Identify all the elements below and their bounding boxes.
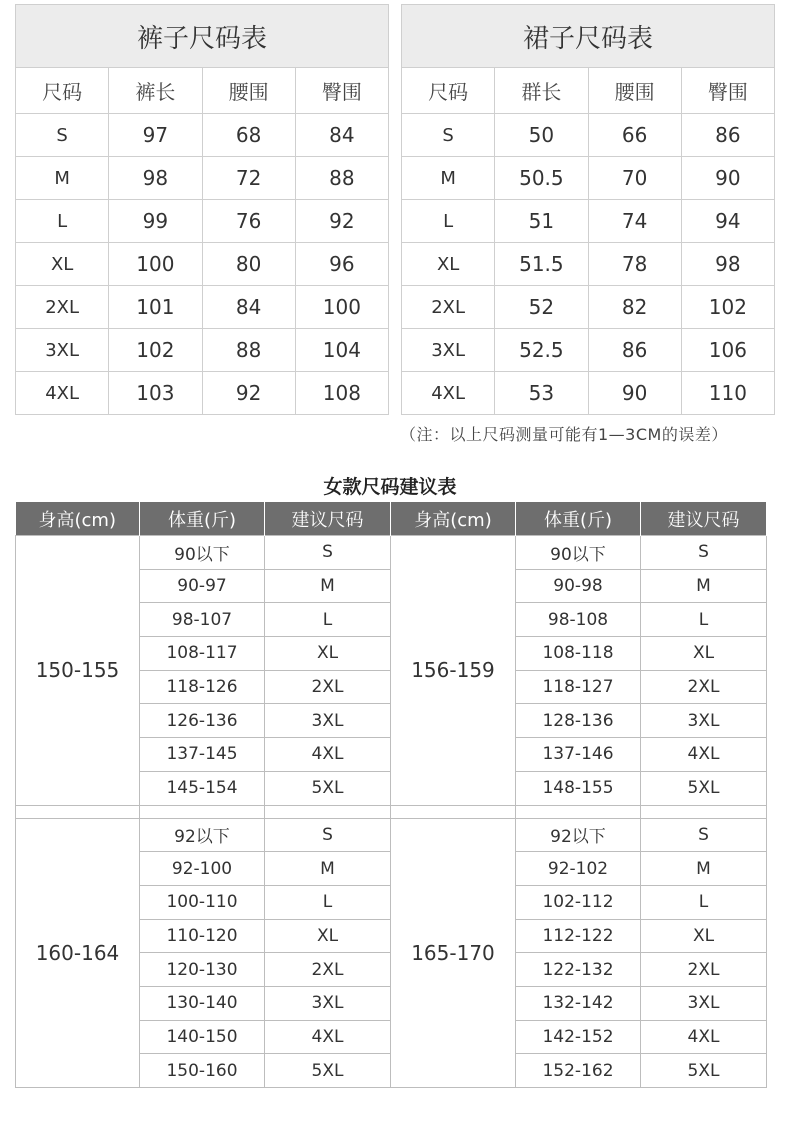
suggested-size-cell: 3XL — [641, 986, 767, 1020]
pants-table-header-row — [16, 68, 389, 114]
weight-range-cell: 128-136 — [516, 704, 641, 738]
size-cell: XL — [402, 243, 495, 286]
waist-cell: 90 — [588, 372, 681, 415]
suggested-size-cell: 2XL — [265, 670, 391, 704]
suggested-size-cell: L — [641, 603, 767, 637]
suggested-size-cell: L — [265, 603, 391, 637]
hip-cell: 96 — [295, 243, 388, 286]
table-row — [402, 243, 775, 286]
table-row — [16, 372, 389, 415]
pants-header-hip: 臀围 — [295, 68, 388, 114]
waist-cell: 76 — [202, 200, 295, 243]
table-row — [402, 329, 775, 372]
weight-range-cell: 90-98 — [516, 569, 641, 603]
weight-range-cell: 148-155 — [516, 771, 641, 805]
skirt-table-header-row — [402, 68, 775, 114]
length-cell: 52.5 — [495, 329, 588, 372]
hip-cell: 88 — [295, 157, 388, 200]
table-row — [16, 243, 389, 286]
length-cell: 102 — [109, 329, 202, 372]
table-row — [16, 329, 389, 372]
weight-range-cell: 112-122 — [516, 919, 641, 953]
suggested-size-cell: 5XL — [265, 771, 391, 805]
suggested-size-cell: XL — [641, 919, 767, 953]
height-range-left: 150-155 — [16, 536, 140, 806]
suggested-size-cell: 2XL — [265, 953, 391, 987]
suggested-size-cell: 2XL — [641, 953, 767, 987]
weight-range-cell: 100-110 — [140, 885, 265, 919]
suggested-size-cell: L — [641, 885, 767, 919]
size-cell: 4XL — [402, 372, 495, 415]
suggested-size-cell: S — [641, 536, 767, 570]
height-range-right: 165-170 — [391, 818, 516, 1088]
weight-range-cell: 90-97 — [140, 569, 265, 603]
weight-range-cell: 92-100 — [140, 852, 265, 886]
weight-range-cell: 98-107 — [140, 603, 265, 637]
header-size-right: 建议尺码 — [641, 502, 767, 536]
weight-range-cell: 142-152 — [516, 1020, 641, 1054]
weight-range-cell: 145-154 — [140, 771, 265, 805]
size-cell: L — [16, 200, 109, 243]
pants-table-title: 裤子尺码表 — [16, 5, 389, 68]
weight-range-cell: 108-117 — [140, 637, 265, 671]
hip-cell: 98 — [681, 243, 774, 286]
length-cell: 50.5 — [495, 157, 588, 200]
waist-cell: 74 — [588, 200, 681, 243]
size-cell: XL — [16, 243, 109, 286]
suggested-size-cell: XL — [641, 637, 767, 671]
measurement-note: （注：以上尺码测量可能有1—3CM的误差） — [400, 425, 728, 444]
waist-cell: 82 — [588, 286, 681, 329]
hip-cell: 100 — [295, 286, 388, 329]
hip-cell: 106 — [681, 329, 774, 372]
suggested-size-cell: 5XL — [641, 1054, 767, 1088]
weight-range-cell: 98-108 — [516, 603, 641, 637]
length-cell: 100 — [109, 243, 202, 286]
length-cell: 101 — [109, 286, 202, 329]
length-cell: 52 — [495, 286, 588, 329]
waist-cell: 92 — [202, 372, 295, 415]
suggested-size-cell: 2XL — [641, 670, 767, 704]
weight-range-cell: 126-136 — [140, 704, 265, 738]
skirt-size-table — [401, 4, 775, 415]
table-row — [402, 157, 775, 200]
hip-cell: 104 — [295, 329, 388, 372]
header-weight-left: 体重(斤) — [140, 502, 265, 536]
size-cell: 3XL — [16, 329, 109, 372]
hip-cell: 94 — [681, 200, 774, 243]
length-cell: 103 — [109, 372, 202, 415]
skirt-header-hip: 臀围 — [681, 68, 774, 114]
separator-cell — [516, 805, 641, 818]
suggested-size-cell: S — [265, 536, 391, 570]
hip-cell: 86 — [681, 114, 774, 157]
suggested-size-cell: M — [641, 569, 767, 603]
separator-cell — [265, 805, 391, 818]
suggested-size-cell: XL — [265, 919, 391, 953]
block-separator — [16, 805, 767, 818]
suggested-size-cell: M — [641, 852, 767, 886]
suggested-size-cell: 4XL — [641, 738, 767, 772]
suggested-size-cell: S — [641, 818, 767, 852]
length-cell: 51.5 — [495, 243, 588, 286]
separator-cell — [16, 805, 140, 818]
table-row — [402, 286, 775, 329]
suggested-size-cell: 4XL — [641, 1020, 767, 1054]
hip-cell: 90 — [681, 157, 774, 200]
pants-header-waist: 腰围 — [202, 68, 295, 114]
suggested-size-cell: 3XL — [265, 986, 391, 1020]
size-cell: 3XL — [402, 329, 495, 372]
length-cell: 97 — [109, 114, 202, 157]
weight-range-cell: 137-145 — [140, 738, 265, 772]
pants-header-size: 尺码 — [16, 68, 109, 114]
waist-cell: 84 — [202, 286, 295, 329]
weight-range-cell: 118-127 — [516, 670, 641, 704]
waist-cell: 86 — [588, 329, 681, 372]
suggested-size-cell: 5XL — [641, 771, 767, 805]
weight-range-cell: 90以下 — [516, 536, 641, 570]
weight-range-cell: 108-118 — [516, 637, 641, 671]
hip-cell: 102 — [681, 286, 774, 329]
separator-cell — [140, 805, 265, 818]
weight-range-cell: 92以下 — [140, 818, 265, 852]
hip-cell: 84 — [295, 114, 388, 157]
header-weight-right: 体重(斤) — [516, 502, 641, 536]
pants-header-length: 裤长 — [109, 68, 202, 114]
length-cell: 51 — [495, 200, 588, 243]
size-cell: 2XL — [16, 286, 109, 329]
hip-cell: 110 — [681, 372, 774, 415]
suggested-size-cell: L — [265, 885, 391, 919]
weight-range-cell: 90以下 — [140, 536, 265, 570]
table-row — [16, 536, 767, 570]
waist-cell: 66 — [588, 114, 681, 157]
suggested-size-cell: M — [265, 569, 391, 603]
pants-size-table — [15, 4, 389, 415]
weight-range-cell: 122-132 — [516, 953, 641, 987]
weight-range-cell: 92-102 — [516, 852, 641, 886]
suggested-size-cell: 5XL — [265, 1054, 391, 1088]
suggested-size-cell: 3XL — [265, 704, 391, 738]
table-row — [16, 157, 389, 200]
weight-range-cell: 120-130 — [140, 953, 265, 987]
table-row — [16, 114, 389, 157]
weight-range-cell: 140-150 — [140, 1020, 265, 1054]
hip-cell: 92 — [295, 200, 388, 243]
suggested-size-cell: M — [265, 852, 391, 886]
length-cell: 53 — [495, 372, 588, 415]
recommendation-title: 女款尺码建议表 — [323, 476, 457, 498]
suggested-size-cell: 4XL — [265, 1020, 391, 1054]
weight-range-cell: 130-140 — [140, 986, 265, 1020]
table-row — [402, 114, 775, 157]
table-row — [402, 200, 775, 243]
weight-range-cell: 132-142 — [516, 986, 641, 1020]
length-cell: 50 — [495, 114, 588, 157]
suggested-size-cell: 3XL — [641, 704, 767, 738]
waist-cell: 78 — [588, 243, 681, 286]
size-cell: L — [402, 200, 495, 243]
weight-range-cell: 110-120 — [140, 919, 265, 953]
skirt-header-size: 尺码 — [402, 68, 495, 114]
table-row — [402, 372, 775, 415]
separator-cell — [391, 805, 516, 818]
suggested-size-cell: 4XL — [265, 738, 391, 772]
waist-cell: 80 — [202, 243, 295, 286]
height-range-left: 160-164 — [16, 818, 140, 1088]
suggested-size-cell: S — [265, 818, 391, 852]
weight-range-cell: 150-160 — [140, 1054, 265, 1088]
table-row — [16, 286, 389, 329]
recommendation-table — [15, 502, 767, 1088]
size-cell: 2XL — [402, 286, 495, 329]
recommendation-header-row — [16, 502, 767, 536]
length-cell: 98 — [109, 157, 202, 200]
height-range-right: 156-159 — [391, 536, 516, 806]
waist-cell: 70 — [588, 157, 681, 200]
table-row — [16, 818, 767, 852]
size-cell: 4XL — [16, 372, 109, 415]
skirt-header-length: 群长 — [495, 68, 588, 114]
size-cell: S — [402, 114, 495, 157]
hip-cell: 108 — [295, 372, 388, 415]
header-height-left: 身高(cm) — [16, 502, 140, 536]
waist-cell: 68 — [202, 114, 295, 157]
header-height-right: 身高(cm) — [391, 502, 516, 536]
size-cell: S — [16, 114, 109, 157]
skirt-table-title: 裙子尺码表 — [402, 5, 775, 68]
waist-cell: 88 — [202, 329, 295, 372]
header-size-left: 建议尺码 — [265, 502, 391, 536]
weight-range-cell: 102-112 — [516, 885, 641, 919]
weight-range-cell: 118-126 — [140, 670, 265, 704]
suggested-size-cell: XL — [265, 637, 391, 671]
weight-range-cell: 92以下 — [516, 818, 641, 852]
weight-range-cell: 152-162 — [516, 1054, 641, 1088]
length-cell: 99 — [109, 200, 202, 243]
size-cell: M — [16, 157, 109, 200]
weight-range-cell: 137-146 — [516, 738, 641, 772]
skirt-header-waist: 腰围 — [588, 68, 681, 114]
table-row — [16, 200, 389, 243]
waist-cell: 72 — [202, 157, 295, 200]
size-cell: M — [402, 157, 495, 200]
separator-cell — [641, 805, 767, 818]
